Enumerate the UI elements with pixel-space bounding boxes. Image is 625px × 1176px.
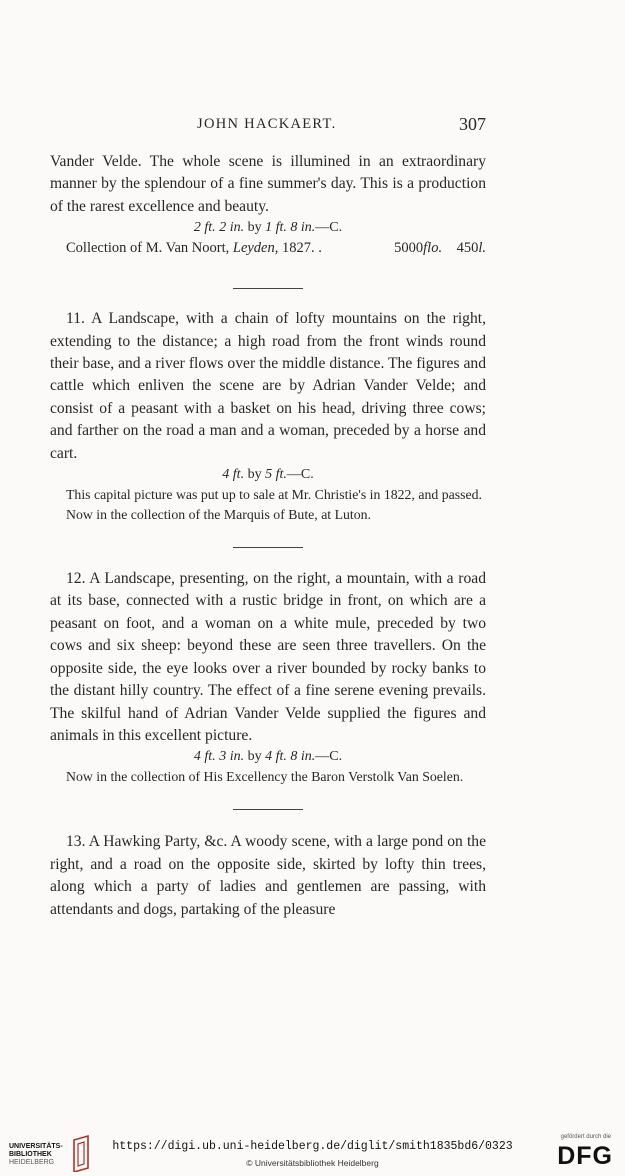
- running-header: [50, 114, 486, 136]
- prev-entry-dimensions: 2 ft. 2 in. by 1 ft. 8 in.—C.: [193, 220, 343, 236]
- page-number: 307: [459, 114, 486, 134]
- dfg-logo: DFG: [557, 1142, 613, 1170]
- entry-12-text: 12. A Landscape, presenting, on the right, a mountain, with a road at its base, connected with a rustic bridge in front, on which are a peasant on foot, and a woman on a white mule, preceded by two cows and six sheep: beyond these are seen three travellers. On the opposite side, the eye looks over a river bounded by rocky banks to the distant hilly country. The effect of a fine serene evening prevails. The skilful hand of Adrian Vander Velde supplied the figures and animals in this excellent picture.: [50, 570, 486, 744]
- entry-11-location: Now in the collection of the Marquis of Bute, at Luton.: [66, 507, 372, 523]
- permalink-url[interactable]: https://digi.ub.uni-heidelberg.de/diglit/smith1835bd6/0323: [112, 1140, 513, 1153]
- entry-11-note: This capital picture was put up to sale at Mr. Christie's in 1822, and passed.: [66, 487, 482, 503]
- running-title: JOHN HACKAERT.: [197, 116, 337, 132]
- page-body: [50, 151, 486, 921]
- copyright-notice: © Universitätsbibliothek Heidelberg: [246, 1158, 379, 1168]
- funding-caption: gefördert durch die: [560, 1134, 611, 1140]
- entry-11-text: 11. A Landscape, with a chain of lofty mountains on the right, extending to the distance; a high road from the front winds round their base, and a river flows over the middle distance. The figures and cattle which enliven the scene are by Adrian Vander Velde; and consist of a peasant with a basket on his head, driving three cows; and farther on the road a man and a woman, preceded by a horse and cart.: [50, 310, 486, 462]
- viewer-footer: [0, 1130, 625, 1176]
- entry-11-dimensions: 4 ft. by 5 ft.—C.: [222, 467, 314, 483]
- price-pounds: 450l.: [456, 240, 486, 257]
- entry-13-text: 13. A Hawking Party, &c. A woody scene, with a large pond on the right, and a road on the opposite side, skirted by lofty thin trees, along which a party of ladies and gentlemen are passing, with attendants and dogs, partaking of the pleasure: [50, 833, 486, 918]
- prev-entry-text: Vander Velde. The whole scene is illumined in an extraordinary manner by the splendour of a fine summer's day. This is a production of the rarest excellence and beauty.: [50, 153, 486, 215]
- entry-12-dimensions: 4 ft. 3 in. by 4 ft. 8 in.—C.: [193, 749, 343, 765]
- prev-entry-collection: Collection of M. Van Noort, Leyden, 1827. . 5000flo. 450l.: [66, 240, 486, 257]
- library-name: UNIVERSITÄTS- BIBLIOTHEK HEIDELBERG: [9, 1143, 63, 1166]
- entry-12-location: Now in the collection of His Excellency the Baron Verstolk Van Soelen.: [66, 769, 464, 785]
- price-florins: 5000flo.: [394, 240, 443, 257]
